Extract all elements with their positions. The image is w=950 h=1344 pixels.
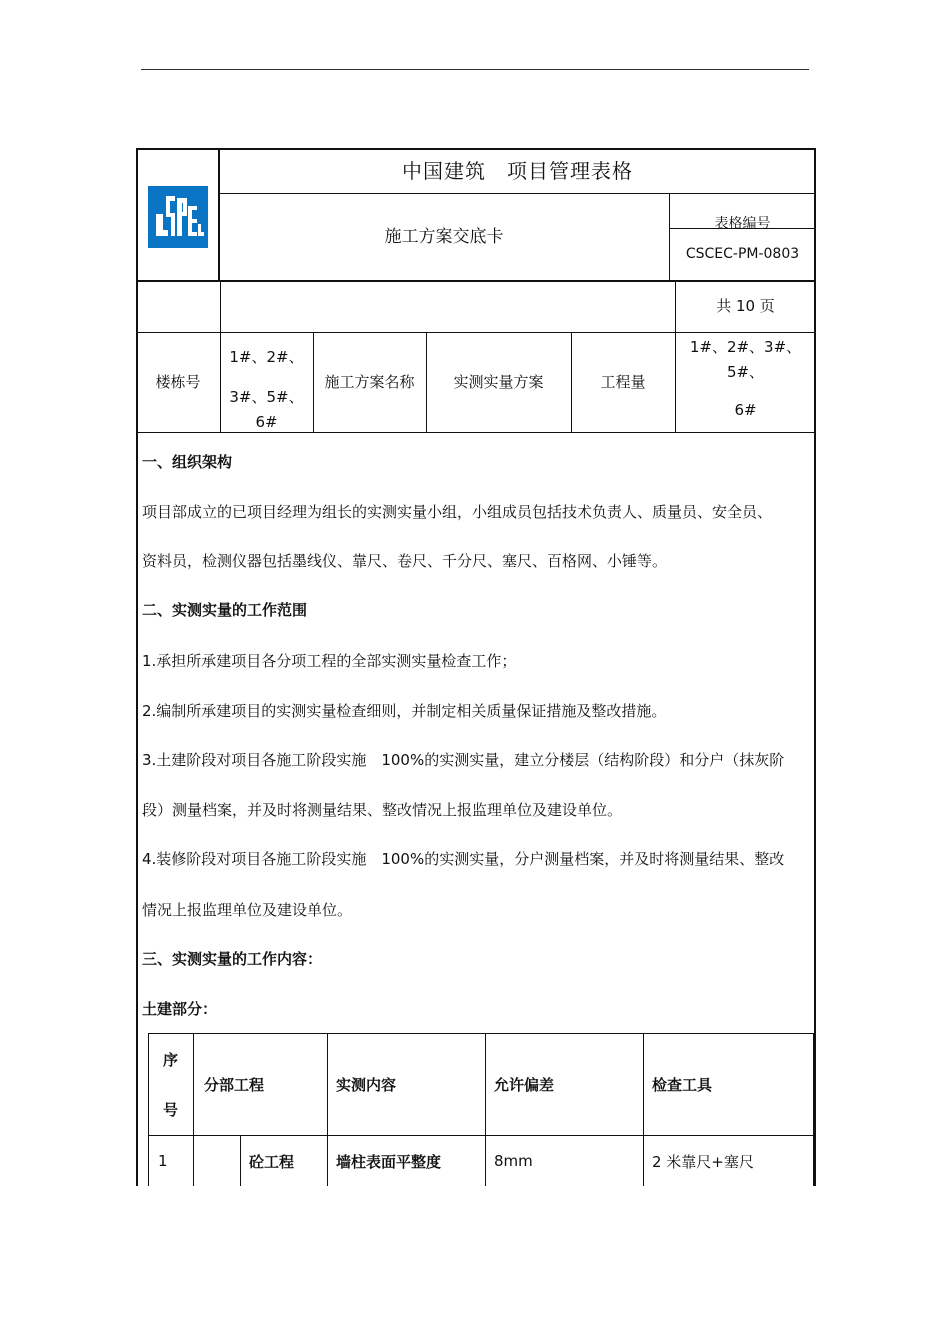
building-value-line2: 3#、5#、6# — [229, 387, 304, 431]
section-3-subtitle: 土建部分： — [142, 1000, 218, 1018]
divider — [813, 1033, 814, 1186]
section-2-item: 2.编制所承建项目的实测实量检查细则，并制定相关质量保证措施及整改措施。 — [142, 702, 667, 720]
quantity-value-line2: 6# — [734, 401, 757, 419]
section-2-item: 情况上报监理单位及建设单位。 — [142, 901, 353, 919]
company-title: 中国建筑 项目管理表格 — [402, 159, 633, 183]
table-row-content: 墙柱表面平整度 — [336, 1152, 442, 1171]
section-2-item: 3.土建阶段对项目各施工阶段实施 100%的实测实量，建立分楼层（结构阶段）和分户（抹灰阶 — [142, 751, 785, 769]
divider — [240, 1135, 241, 1186]
plan-name-label: 施工方案名称 — [324, 373, 415, 391]
cscec-logo — [148, 186, 208, 248]
building-value-line1: 1#、2#、 — [229, 348, 304, 366]
divider — [193, 1033, 194, 1186]
section-2-title: 二、实测实量的工作范围 — [142, 601, 308, 619]
col-content-header: 实测内容 — [336, 1076, 397, 1094]
col-no-header-2: 号 — [162, 1100, 178, 1119]
form-no-label: 表格编号 — [714, 215, 771, 232]
table-row-subproject: 砼工程 — [249, 1152, 295, 1171]
form-title: 施工方案交底卡 — [384, 226, 504, 247]
section-1-title: 一、组织架构 — [142, 453, 233, 471]
quantity-label: 工程量 — [600, 373, 646, 391]
table-row-tolerance: 8mm — [494, 1152, 533, 1170]
table-row-tool: 2 米靠尺+塞尺 — [652, 1152, 754, 1171]
section-2-item: 1.承担所承建项目各分项工程的全部实测实量检查工作； — [142, 652, 517, 670]
form-no: CSCEC-PM-0803 — [685, 246, 800, 262]
section-1-paragraph: 项目部成立的已项目经理为组长的实测实量小组，小组成员包括技术负责人、质量员、安全员、 — [142, 503, 773, 521]
top-rule — [141, 69, 809, 70]
col-tolerance-header: 允许偏差 — [494, 1076, 555, 1094]
col-no-header-1: 序 — [162, 1050, 178, 1069]
col-subproject-header: 分部工程 — [204, 1076, 265, 1094]
divider — [220, 281, 221, 333]
quantity-value-line1: 1#、2#、3#、5#、 — [689, 337, 802, 381]
plan-name: 实测实量方案 — [453, 373, 544, 391]
col-tool-header: 检查工具 — [652, 1076, 713, 1094]
section-1-paragraph: 资料员，检测仪器包括墨线仪、靠尺、卷尺、千分尺、塞尺、百格网、小锤等。 — [142, 552, 668, 570]
section-2-item: 4.装修阶段对项目各施工阶段实施 100%的实测实量，分户测量档案，并及时将测量结果、整改 — [142, 850, 785, 868]
divider — [485, 1033, 486, 1186]
section-3-title: 三、实测实量的工作内容： — [142, 950, 323, 968]
table-row-no: 1 — [158, 1152, 168, 1170]
page-count: 共 10 页 — [716, 297, 775, 315]
section-2-item: 段）测量档案，并及时将测量结果、整改情况上报监理单位及建设单位。 — [142, 801, 623, 819]
divider — [643, 1033, 644, 1186]
divider — [327, 1033, 328, 1186]
building-label: 楼栋号 — [155, 373, 201, 391]
